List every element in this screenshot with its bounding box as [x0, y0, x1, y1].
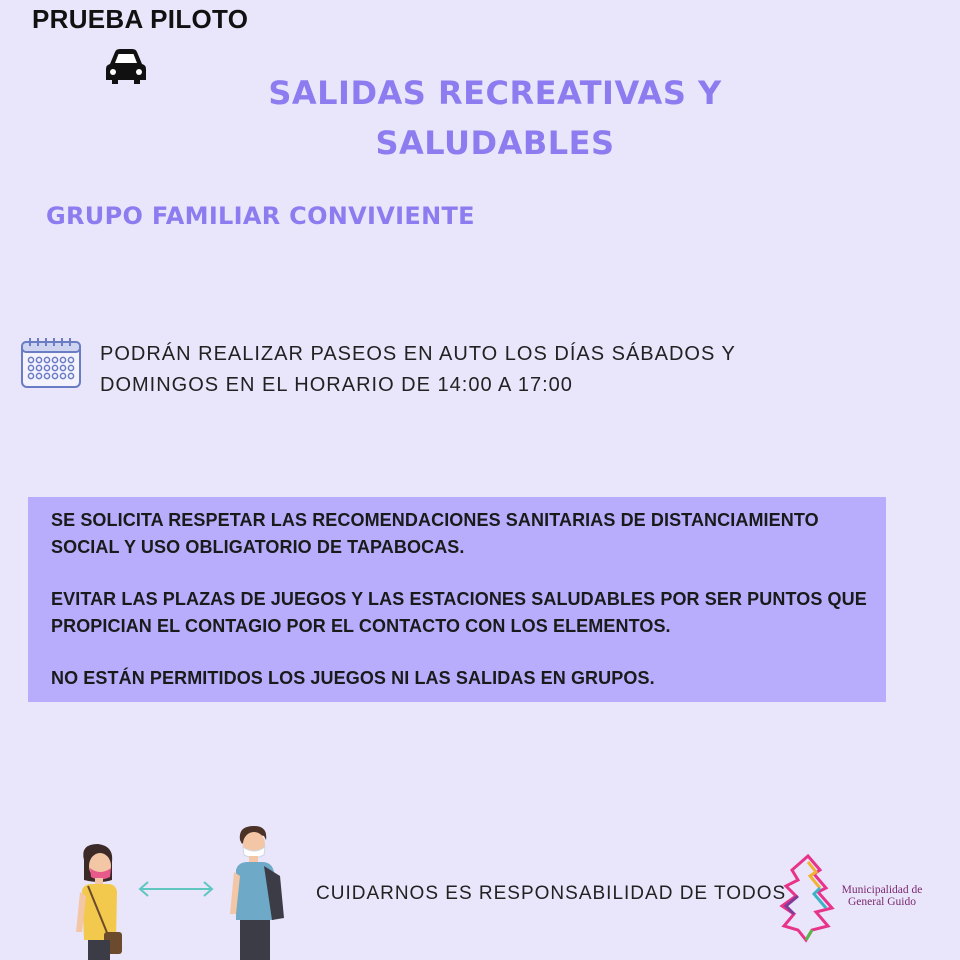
municipality-logo: [776, 852, 842, 944]
man-with-mask-illustration: [228, 822, 294, 960]
schedule-line-2: DOMINGOS EN EL HORARIO DE 14:00 A 17:00: [100, 374, 573, 396]
notice-box: [28, 497, 886, 702]
subtitle: GRUPO FAMILIAR CONVIVIENTE: [46, 202, 475, 230]
notice-2-line-2: PROPICIAN EL CONTAGIO POR EL CONTACTO CON LOS ELEMENTOS.: [51, 616, 671, 636]
calendar-icon: [20, 337, 82, 389]
notice-1-line-2: SOCIAL Y USO OBLIGATORIO DE TAPABOCAS.: [51, 537, 465, 557]
title-line-2: SALUDABLES: [375, 124, 615, 162]
pilot-label: PRUEBA PILOTO: [32, 4, 249, 34]
woman-with-mask-illustration: [70, 840, 130, 960]
municipality-line-1: Municipalidad de: [841, 884, 923, 896]
municipality-name: [836, 884, 928, 908]
notice-1-line-1: SE SOLICITA RESPETAR LAS RECOMENDACIONES SANITARIAS DE DISTANCIAMIENTO: [51, 510, 819, 530]
car-icon: [102, 44, 150, 88]
notice-2-line-1: EVITAR LAS PLAZAS DE JUEGOS Y LAS ESTACIONES SALUDABLES POR SER PUNTOS QUE: [51, 589, 867, 609]
footer-slogan: CUIDARNOS ES RESPONSABILIDAD DE TODOS: [316, 883, 787, 904]
municipality-line-2: General Guido: [847, 896, 917, 908]
schedule-line-1: PODRÁN REALIZAR PASEOS EN AUTO LOS DÍAS SÁBADOS Y: [100, 343, 736, 365]
notice-3: NO ESTÁN PERMITIDOS LOS JUEGOS NI LAS SALIDAS EN GRUPOS.: [51, 668, 655, 688]
double-arrow-icon: [136, 878, 216, 900]
title-line-1: SALIDAS RECREATIVAS Y: [268, 74, 722, 112]
